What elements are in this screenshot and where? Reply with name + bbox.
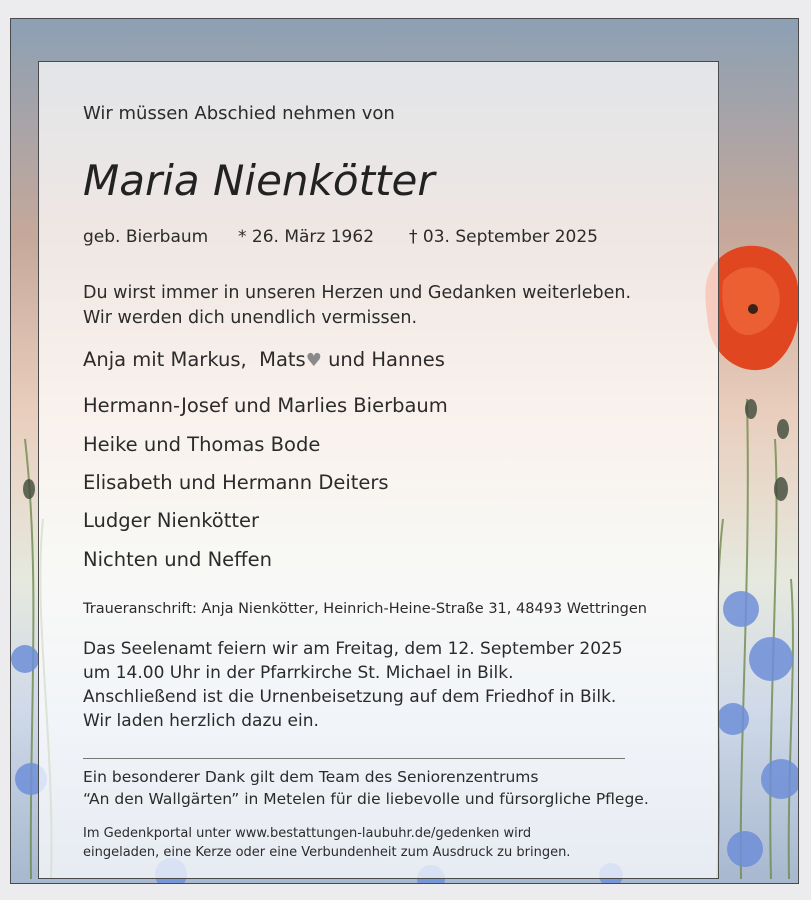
deceased-name: Maria Nienkötter	[83, 156, 435, 205]
portal-line: eingeladen, eine Kerze oder eine Verbundenheit zum Ausdruck zu bringen.	[83, 845, 571, 860]
birth-date: * 26. März 1962	[238, 227, 375, 247]
obituary-frame	[10, 18, 799, 884]
thanks-line: Ein besonderer Dank gilt dem Team des Seniorenzentrums	[83, 768, 539, 786]
thanks-text	[83, 766, 649, 810]
family-member: Ludger Nienkötter	[83, 509, 260, 532]
farewell-message	[83, 281, 631, 331]
family-name-part: Mats	[259, 348, 306, 371]
service-line: Das Seelenamt feiern wir am Freitag, dem 12. September 2025	[83, 639, 623, 659]
message-line: Du wirst immer in unseren Herzen und Gedanken weiterleben.	[83, 283, 632, 303]
intro-text: Wir müssen Abschied nehmen von	[83, 103, 395, 124]
service-info	[83, 637, 623, 733]
poppy	[705, 246, 799, 370]
heart-icon: ♥	[305, 350, 322, 371]
birth-name: geb. Bierbaum	[83, 227, 209, 247]
mourning-address: Traueranschrift: Anja Nienkötter, Heinrich-Heine-Straße 31, 48493 Wettringen	[83, 601, 647, 617]
service-line: Wir laden herzlich dazu ein.	[83, 711, 319, 731]
message-line: Wir werden dich unendlich vermissen.	[83, 308, 418, 328]
family-line-children	[83, 348, 445, 371]
portal-line: Im Gedenkportal unter www.bestattungen-laubuhr.de/gedenken wird	[83, 826, 532, 841]
family-name-part: und Hannes	[328, 348, 445, 371]
family-member: Hermann-Josef und Marlies Bierbaum	[83, 394, 448, 417]
family-member: Heike und Thomas Bode	[83, 433, 321, 456]
death-date: † 03. September 2025	[409, 227, 598, 247]
family-name-part: Anja mit Markus,	[83, 348, 247, 371]
thanks-line: “An den Wallgärten” in Metelen für die liebevolle und fürsorgliche Pflege.	[83, 790, 649, 808]
divider	[83, 758, 625, 759]
memorial-portal-note	[83, 824, 570, 862]
family-member: Elisabeth und Hermann Deiters	[83, 471, 389, 494]
service-line: Anschließend ist die Urnenbeisetzung auf dem Friedhof in Bilk.	[83, 687, 617, 707]
notice-panel	[38, 61, 719, 879]
family-member: Nichten und Neffen	[83, 548, 272, 571]
service-line: um 14.00 Uhr in der Pfarrkirche St. Michael in Bilk.	[83, 663, 514, 683]
